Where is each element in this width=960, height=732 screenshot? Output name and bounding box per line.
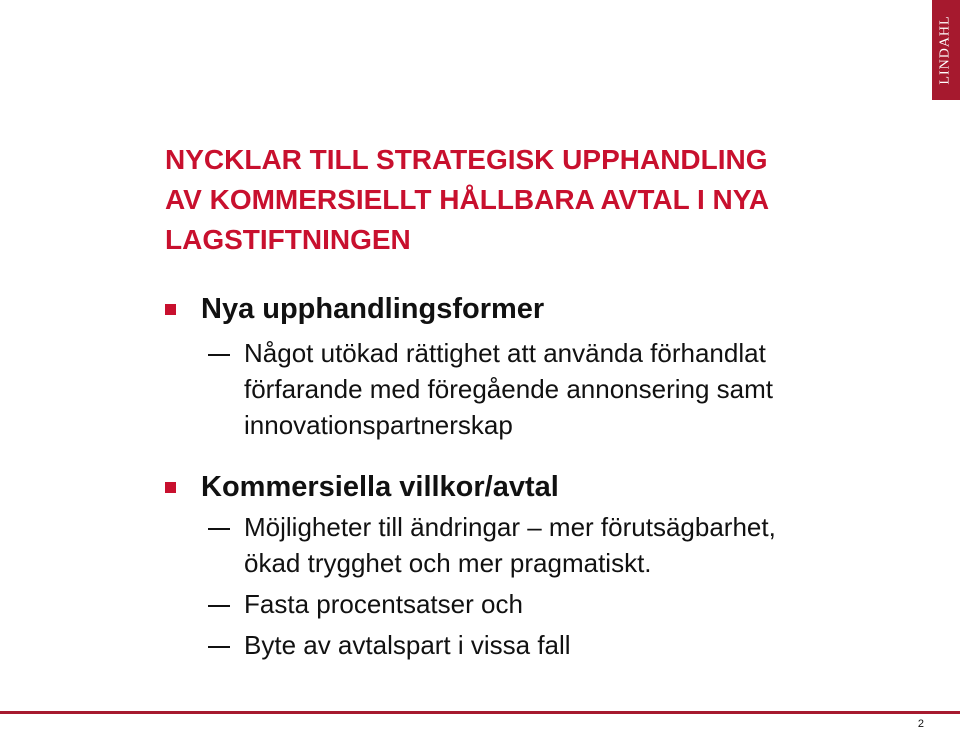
page-number: 2 [917,718,924,730]
sub-bullet-line: innovationspartnerskap [244,410,513,440]
dash-bullet-icon [208,646,230,648]
sub-bullet-line: ökad trygghet och mer pragmatiskt. [244,548,652,578]
dash-bullet-icon [208,528,230,530]
title-line: AV KOMMERSIELLT HÅLLBARA AVTAL I NYA [165,184,770,215]
slide-title [165,140,905,260]
square-bullet-icon [165,304,176,315]
sub-bullet-fasta-procentsatser [208,586,908,622]
sub-bullet-byte-av-avtalspart [208,627,908,663]
sub-bullet-line: Byte av avtalspart i vissa fall [244,630,571,660]
sub-bullet-line: Något utökad rättighet att använda förhandlat [244,338,766,368]
sub-bullet-line: Möjligheter till ändringar – mer förutsägbarhet, [244,512,776,542]
dash-bullet-icon [208,605,230,607]
title-line: NYCKLAR TILL STRATEGISK UPPHANDLING [165,144,768,175]
footer-divider [0,711,960,714]
bullet-kommersiella-villkor [165,469,915,505]
sub-bullet-text [208,627,908,663]
logo-text: LINDAHL [938,15,953,85]
sub-bullet-mojligheter [208,509,908,581]
sub-bullet-line: förfarande med föregående annonsering samt [244,374,774,404]
dash-bullet-icon [208,354,230,356]
sub-bullet-forhandlat-forfarande [208,335,908,443]
bullet-heading: Nya upphandlingsformer [201,293,545,325]
bullet-heading: Kommersiella villkor/avtal [201,471,559,503]
bullet-nya-upphandlingsformer [165,291,915,327]
square-bullet-icon [165,482,176,493]
title-line: LAGSTIFTNINGEN [165,224,411,255]
lindahl-logo [932,0,960,100]
sub-bullet-text [208,335,908,443]
sub-bullet-text [208,509,908,581]
sub-bullet-line: Fasta procentsatser och [244,589,523,619]
sub-bullet-text [208,586,908,622]
